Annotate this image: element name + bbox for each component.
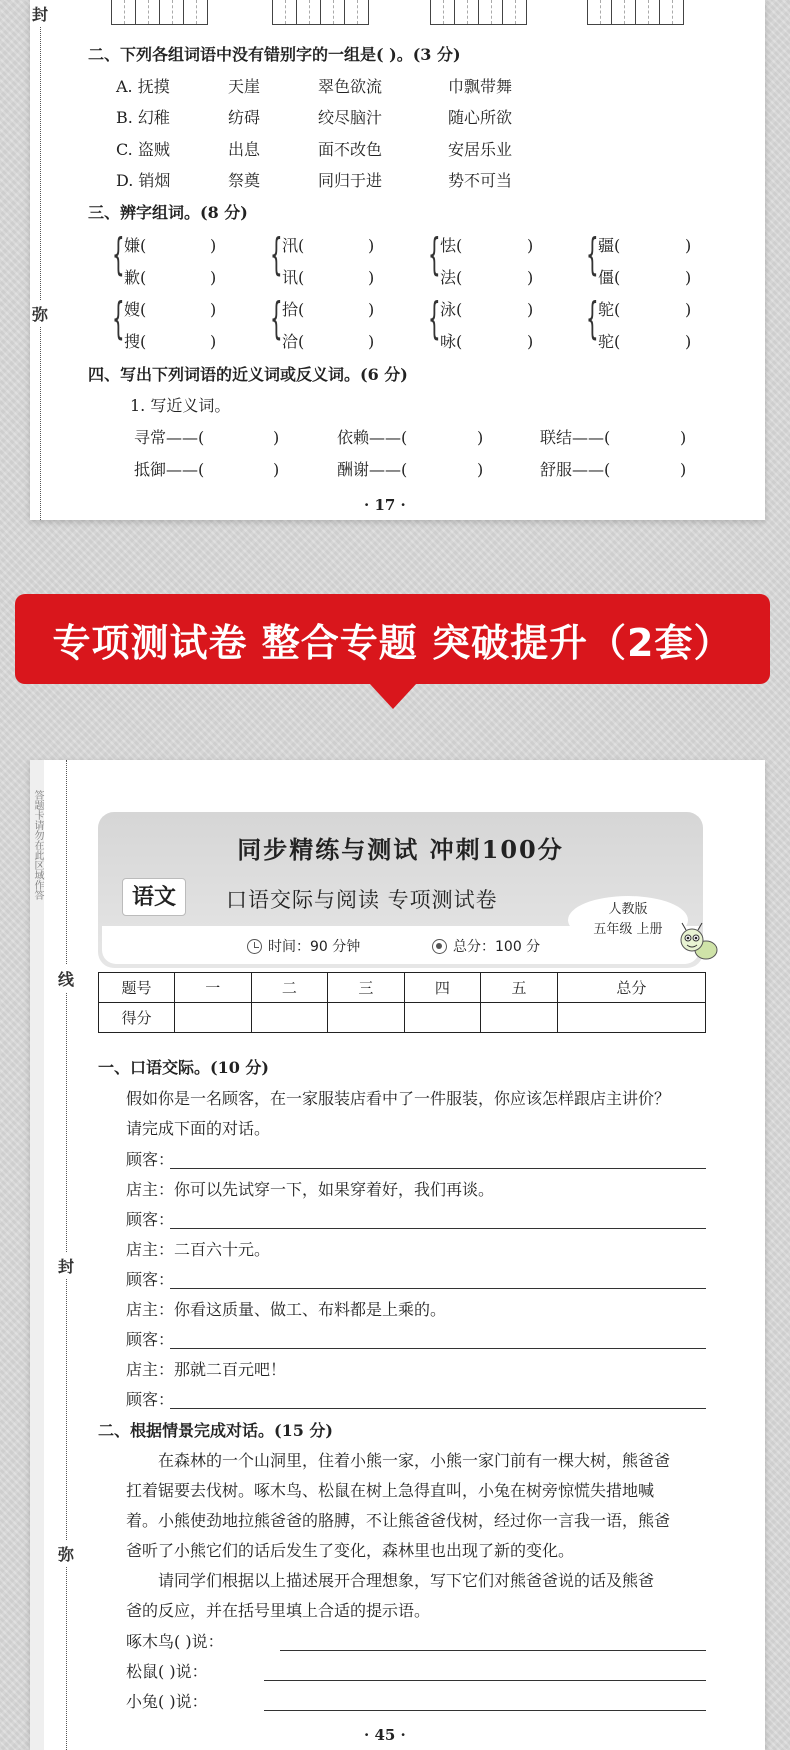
shopkeeper-line: 店主：你可以先试穿一下，如果穿着好，我们再谈。	[126, 1180, 495, 1199]
brace: {	[428, 229, 441, 280]
close-paren: )	[368, 236, 375, 255]
close-paren: )	[210, 236, 217, 255]
option-b-4: 随心所欲	[448, 108, 513, 127]
close-paren: )	[210, 332, 217, 351]
customer-label: 顾客：	[126, 1210, 175, 1229]
banner-arrow	[369, 683, 417, 709]
score-icon	[432, 939, 447, 954]
option-d-1: D. 销烟	[116, 171, 171, 190]
answer-line[interactable]	[170, 1228, 706, 1229]
close-paren: )	[477, 460, 484, 479]
brace: {	[428, 293, 441, 344]
book-title: 同步精练与测试 冲刺100分	[237, 835, 564, 864]
table-cell: 题号	[99, 973, 175, 1003]
customer-label: 顾客：	[126, 1150, 175, 1169]
answer-line[interactable]	[170, 1408, 706, 1409]
option-a-2: 天崖	[228, 77, 261, 96]
char-pair-bottom: 驼(	[598, 332, 621, 351]
answer-line[interactable]	[264, 1710, 706, 1711]
caterpillar-mascot-icon	[676, 922, 720, 962]
table-cell: 二	[251, 973, 328, 1003]
char-pair-top: 拾(	[282, 300, 305, 319]
exam-page-45	[30, 760, 765, 1750]
option-b-3: 绞尽脑汁	[318, 108, 383, 127]
binding-label-bottom: 弥	[58, 1540, 74, 1567]
char-pair-top: 嫌(	[124, 236, 147, 255]
char-pair-bottom: 咏(	[440, 332, 463, 351]
close-paren: )	[273, 428, 280, 447]
pinyin-boxes-3	[431, 0, 527, 25]
char-pair-bottom: 僵(	[598, 268, 621, 287]
answer-line[interactable]	[264, 1680, 706, 1681]
option-d-4: 势不可当	[448, 171, 513, 190]
close-paren: )	[685, 268, 692, 287]
squirrel-prompt: 松鼠( )说：	[126, 1662, 208, 1681]
close-paren: )	[210, 268, 217, 287]
close-paren: )	[273, 460, 280, 479]
pinyin-boxes-2	[273, 0, 369, 25]
option-b-1: B. 幻稚	[116, 108, 170, 127]
brace: {	[586, 293, 599, 344]
edition-line2: 五年级 上册	[593, 922, 663, 937]
subject-badge: 语文	[122, 878, 186, 916]
score-cell[interactable]	[404, 1003, 481, 1033]
test-header	[98, 812, 703, 968]
char-pair-top: 怯(	[440, 236, 463, 255]
edition-line1: 人教版	[608, 902, 648, 917]
close-paren: )	[368, 332, 375, 351]
brace: {	[112, 293, 125, 344]
option-c-1: C. 盗贼	[116, 140, 170, 159]
close-paren: )	[527, 268, 534, 287]
char-pair-top: 鸵(	[598, 300, 621, 319]
score-table	[98, 972, 706, 1033]
char-pair-top: 泳(	[440, 300, 463, 319]
s1-title: 一、口语交际。(10 分)	[98, 1058, 269, 1077]
side-strip-text: 答题卡请勿在此区域作答	[32, 790, 43, 900]
table-cell: 五	[481, 973, 558, 1003]
close-paren: )	[527, 332, 534, 351]
binding-dotted-line	[40, 0, 41, 520]
rabbit-prompt: 小兔( )说：	[126, 1692, 208, 1711]
table-cell: 三	[328, 973, 405, 1003]
synonym-item: 联结——(	[540, 428, 611, 447]
customer-label: 顾客：	[126, 1270, 175, 1289]
pinyin-boxes-4	[588, 0, 684, 25]
option-c-4: 安居乐业	[448, 140, 513, 159]
score-table-score-row	[99, 1003, 706, 1033]
table-cell: 一	[175, 973, 252, 1003]
close-paren: )	[685, 236, 692, 255]
shopkeeper-line: 店主：二百六十元。	[126, 1240, 271, 1259]
char-pair-bottom: 洽(	[282, 332, 305, 351]
close-paren: )	[477, 428, 484, 447]
answer-line[interactable]	[170, 1348, 706, 1349]
score-table-header-row	[99, 973, 706, 1003]
table-cell: 总分	[557, 973, 705, 1003]
option-a-3: 翠色欲流	[318, 77, 383, 96]
s2-title: 二、根据情景完成对话。(15 分)	[98, 1421, 333, 1440]
q4-sub1: 1. 写近义词。	[130, 396, 231, 415]
promo-banner	[15, 594, 770, 684]
shopkeeper-line: 店主：你看这质量、做工、布料都是上乘的。	[126, 1300, 447, 1319]
close-paren: )	[368, 268, 375, 287]
total-text: 总分：100 分	[453, 939, 541, 955]
char-pair-top: 汛(	[282, 236, 305, 255]
char-pair-bottom: 歉(	[124, 268, 147, 287]
brace: {	[270, 229, 283, 280]
binding-label-top: 封	[32, 0, 48, 27]
q2-title: 二、下列各组词语中没有错别字的一组是( )。(3 分)	[88, 45, 461, 64]
woodpecker-prompt: 啄木鸟( )说：	[126, 1632, 224, 1651]
score-cell[interactable]	[481, 1003, 558, 1033]
option-a-4: 巾飘带舞	[448, 77, 513, 96]
story-line-1: 在森林的一个山洞里，住着小熊一家，小熊一家门前有一棵大树，熊爸爸	[158, 1451, 671, 1470]
time-info	[247, 936, 360, 956]
edition-badge	[568, 896, 688, 944]
q4-title: 四、写出下列词语的近义词或反义词。(6 分)	[88, 365, 408, 384]
char-pair-top: 嫂(	[124, 300, 147, 319]
customer-label: 顾客：	[126, 1390, 175, 1409]
synonym-item: 寻常——(	[134, 428, 205, 447]
answer-line[interactable]	[170, 1288, 706, 1289]
option-a-1: A. 抚摸	[116, 77, 170, 96]
task-line-2: 爸的反应，并在括号里填上合适的提示语。	[126, 1601, 431, 1620]
close-paren: )	[680, 460, 687, 479]
synonym-item: 依赖——(	[337, 428, 408, 447]
score-cell[interactable]	[251, 1003, 328, 1033]
page-number: · 45 ·	[364, 1726, 406, 1744]
q3-title: 三、辨字组词。(8 分)	[88, 203, 248, 222]
story-line-3: 着。小熊使劲地拉熊爸爸的胳膊，不让熊爸爸伐树，经过你一言我一语，熊爸	[126, 1511, 671, 1530]
answer-line[interactable]	[170, 1168, 706, 1169]
binding-label-mid: 封	[58, 1252, 74, 1279]
close-paren: )	[685, 332, 692, 351]
close-paren: )	[527, 300, 534, 319]
synonym-item: 酬谢——(	[337, 460, 408, 479]
close-paren: )	[527, 236, 534, 255]
close-paren: )	[680, 428, 687, 447]
char-pair-bottom: 搜(	[124, 332, 147, 351]
task-line-1: 请同学们根据以上描述展开合理想象，写下它们对熊爸爸说的话及熊爸	[158, 1571, 655, 1590]
char-pair-top: 疆(	[598, 236, 621, 255]
pinyin-boxes-1	[112, 0, 208, 25]
score-cell[interactable]	[557, 1003, 705, 1033]
banner-text: 专项测试卷 整合专题 突破提升（2套）	[52, 620, 733, 665]
answer-line[interactable]	[280, 1650, 706, 1651]
close-paren: )	[368, 300, 375, 319]
brace: {	[586, 229, 599, 280]
total-info	[432, 936, 540, 956]
story-line-4: 爸听了小熊它们的话后发生了变化，森林里也出现了新的变化。	[126, 1541, 575, 1560]
customer-label: 顾客：	[126, 1330, 175, 1349]
clock-icon	[247, 939, 262, 954]
s1-intro-2: 请完成下面的对话。	[126, 1119, 271, 1138]
time-text: 时间：90 分钟	[268, 939, 361, 955]
test-subtitle: 口语交际与阅读 专项测试卷	[226, 888, 498, 912]
page-number: · 17 ·	[364, 496, 406, 514]
option-b-2: 纺碍	[228, 108, 261, 127]
binding-label-mid: 弥	[32, 300, 48, 327]
table-cell: 四	[404, 973, 481, 1003]
score-cell[interactable]	[328, 1003, 405, 1033]
option-d-3: 同归于进	[318, 171, 383, 190]
table-cell: 得分	[99, 1003, 175, 1033]
binding-label-top: 线	[58, 965, 74, 992]
story-line-2: 扛着锯要去伐树。啄木鸟、松鼠在树上急得直叫，小兔在树旁惊慌失措地喊	[126, 1481, 655, 1500]
char-pair-bottom: 讯(	[282, 268, 305, 287]
option-c-3: 面不改色	[318, 140, 383, 159]
option-d-2: 祭奠	[228, 171, 261, 190]
brace: {	[270, 293, 283, 344]
shopkeeper-line: 店主：那就二百元吧！	[126, 1360, 287, 1379]
close-paren: )	[210, 300, 217, 319]
exam-page-17	[30, 0, 765, 520]
score-cell[interactable]	[175, 1003, 252, 1033]
close-paren: )	[685, 300, 692, 319]
brace: {	[112, 229, 125, 280]
synonym-item: 抵御——(	[134, 460, 205, 479]
s1-intro-1: 假如你是一名顾客，在一家服装店看中了一件服装，你应该怎样跟店主讲价？	[126, 1089, 671, 1108]
option-c-2: 出息	[228, 140, 261, 159]
char-pair-bottom: 法(	[440, 268, 463, 287]
synonym-item: 舒服——(	[540, 460, 611, 479]
